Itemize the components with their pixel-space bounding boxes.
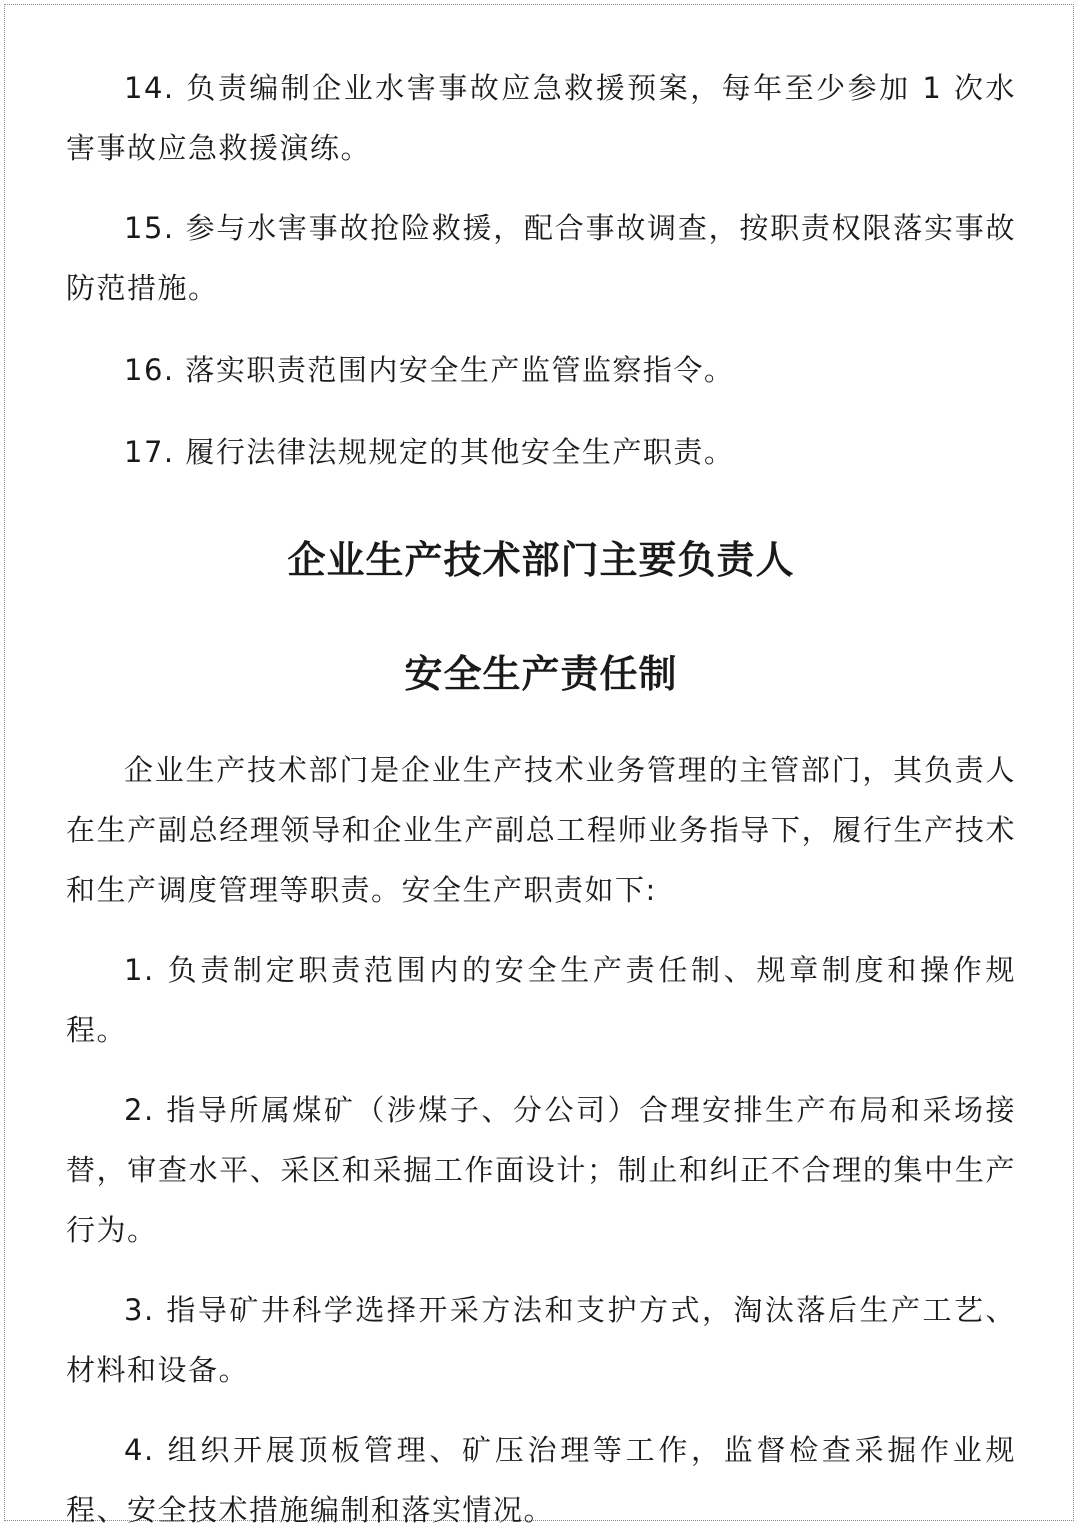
document-body [66,58,1016,1540]
duty-item-1: 1. 负责制定职责范围内的安全生产责任制、规章制度和操作规程。 [66,953,1016,1047]
duty-item-3: 3. 指导矿井科学选择开采方法和支护方式，淘汰落后生产工艺、材料和设备。 [66,1293,1016,1387]
section-intro: 企业生产技术部门是企业生产技术业务管理的主管部门，其负责人在生产副总经理领导和企业生产副总工程师业务指导下，履行生产技术和生产调度管理等职责。安全生产职责如下: [66,753,1016,907]
section-title-line2: 安全生产责任制 [404,652,678,696]
list-item-14: 14. 负责编制企业水害事故应急救援预案，每年至少参加 1 次水害事故应急救援演练。 [66,71,1016,165]
section-title-line1: 企业生产技术部门主要负责人 [287,538,795,582]
list-item-16: 16. 落实职责范围内安全生产监管监察指令。 [124,353,735,387]
duty-item-2: 2. 指导所属煤矿（涉煤子、分公司）合理安排生产布局和采场接替，审查水平、采区和采掘工作面设计；制止和纠正不合理的集中生产行为。 [66,1093,1016,1247]
list-item-15: 15. 参与水害事故抢险救援，配合事故调查，按职责权限落实事故防范措施。 [66,211,1016,305]
list-item-17: 17. 履行法律法规规定的其他安全生产职责。 [124,435,735,469]
duty-item-4: 4. 组织开展顶板管理、矿压治理等工作，监督检查采掘作业规程、安全技术措施编制和落实情况。 [66,1433,1016,1527]
